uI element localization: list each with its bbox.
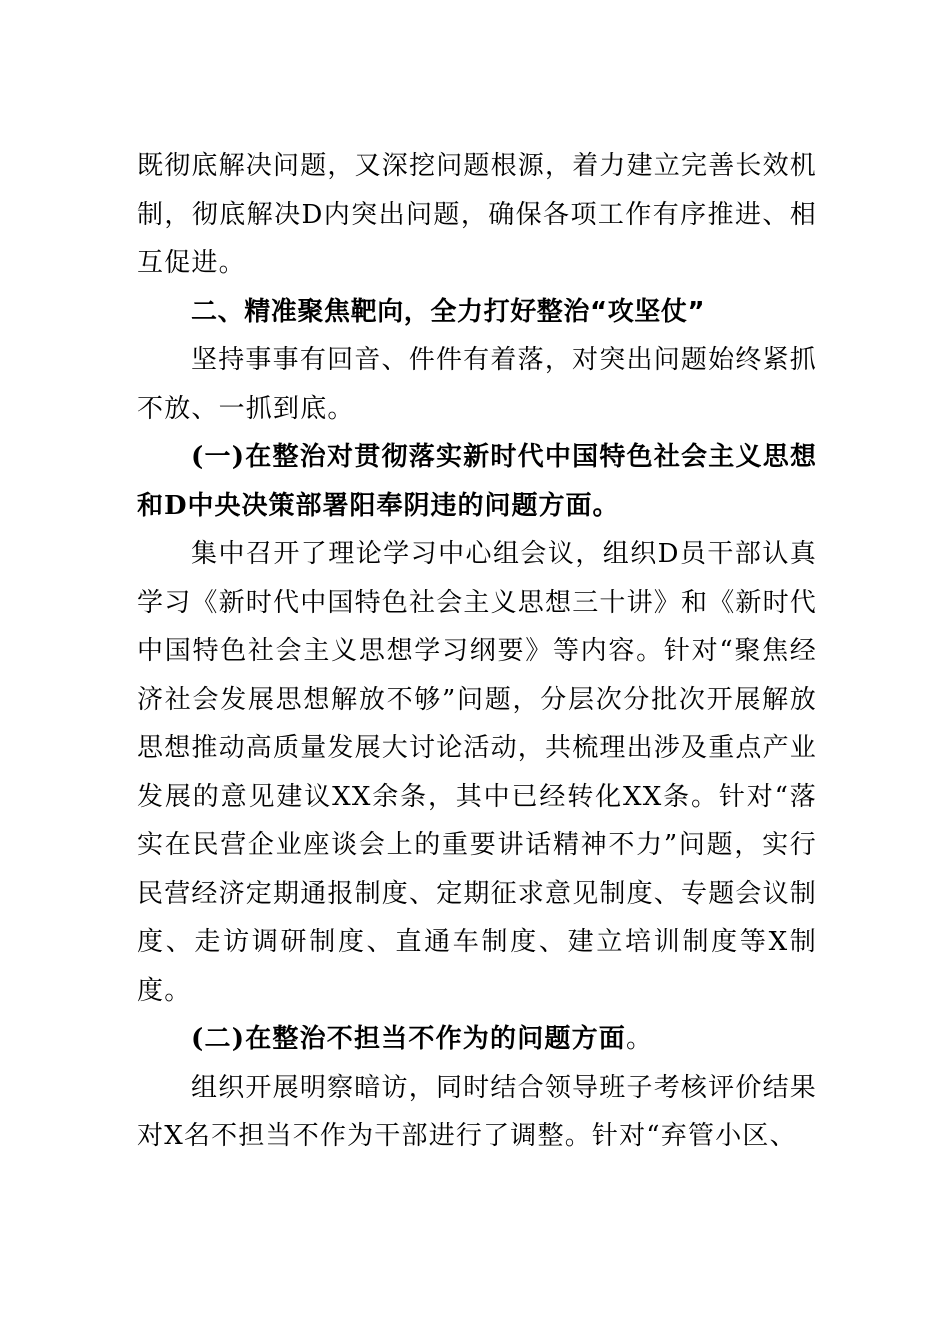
- subsection-heading-2-bold: (二)在整治不担当不作为的问题方面: [191, 1024, 627, 1054]
- paragraph-intro: 坚持事事有回音、件件有着落，对突出问题始终紧抓不放、一抓到底。: [137, 345, 817, 424]
- paragraph-continuation: 既彻底解决问题，又深挖问题根源，着力建立完善长效机制，彻底解决D内突出问题，确保各项工作有序推进、相互促进。: [137, 151, 818, 278]
- section-heading: 二、精准聚焦靶向，全力打好整治“攻坚仗”: [191, 296, 706, 327]
- paragraph-body-1: 集中召开了理论学习中心组会议，组织D员干部认真学习《新时代中国特色社会主义思想三十讲》和《新时代中国特色社会主义思想学习纲要》等内容。针对“聚焦经济社会发展思想解放不够”问题，分层次分批次开展解放思想推动高质量发展大讨论活动，共梳理出涉及重点产业发展的意见建议XX余条，其中已经转化XX条。针对“落实在民营企业座谈会上的重要讲话精神不力”问题，实行民营经济定期通报制度、定期征求意见制度、专题会议制度、走访调研制度、直通车制度、建立培训制度等X制度。: [137, 539, 818, 1006]
- subsection-heading-2-period: 。: [626, 1024, 654, 1054]
- paragraph-body-2: 组织开展明察暗访，同时结合领导班子考核评价结果对X名不担当不作为干部进行了调整。针对“弃管小区、: [137, 1072, 817, 1151]
- subsection-heading-2: [137, 1015, 817, 1064]
- subsection-heading-1: (一)在整治对贯彻落实新时代中国特色社会主义思想和D中央决策部署阳奉阴违的问题方面。: [137, 442, 817, 521]
- document-body: [137, 142, 817, 1161]
